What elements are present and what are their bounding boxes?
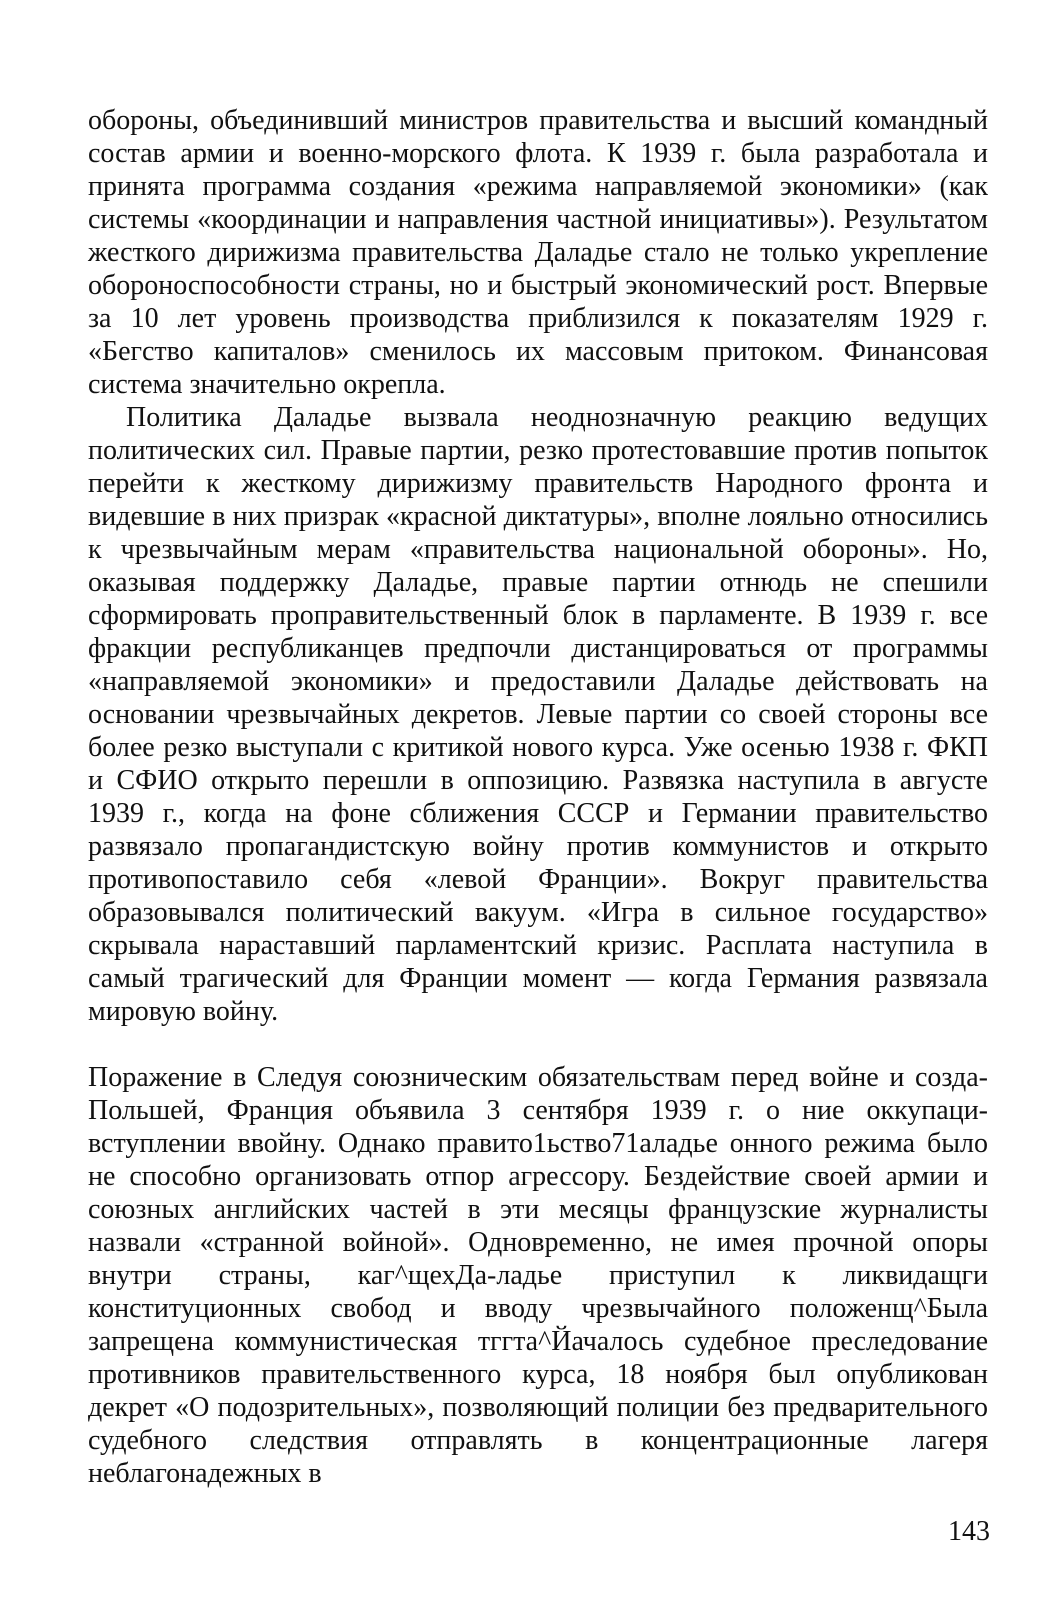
paragraph-1: обороны, объединивший министров правительства и высший командный состав армии и военно-морского флота. К 1939 г. была разработала и принята программа создания «режима направляемой экономики» (как системы «координации и направления частной инициативы»). Результатом жесткого дирижизма правительства Даладье стало не только укрепление обороноспособности страны, но и быстрый экономический рост. Впервые за 10 лет уровень производства приблизился к показателям 1929 г. «Бегство капиталов» сменилось их массовым притоком. Финансовая система значительно окрепла. [88, 105, 988, 400]
page-body [88, 104, 988, 1490]
paragraph-2: Политика Даладье вызвала неоднозначную реакцию ведущих политических сил. Правые партии, резко протестовавшие против попыток перейти к жесткому дирижизму правительств Народного фронта и видевшие в них призрак «красной диктатуры», вполне лояльно относились к чрезвычайным мерам «правительства национальной обороны». Но, оказывая поддержку Даладье, правые партии отнюдь не спешили сформировать проправительственный блок в парламенте. В 1939 г. все фракции республиканцев предпочли дистанцироваться от программы «направляемой экономики» и предоставили Даладье действовать на основании чрезвычайных декретов. Левые партии со своей стороны все более резко выступали с критикой нового курса. Уже осенью 1938 г. ФКП и СФИО открыто перешли в оппозицию. Развязка наступила в августе 1939 г., когда на фоне сближения СССР и Германии правительство развязало пропагандистскую войну против коммунистов и открыто противопоставило себя «левой Франции». Вокруг правительства образовывался политический вакуум. «Игра в сильное государство» скрывала нараставший парламентский кризис. Расплата наступила в самый трагический для Франции момент — когда Германия развязала мировую войну. [88, 402, 988, 1027]
page-number: 143 [948, 1516, 990, 1547]
paragraph-3: Поражение в Следуя союзническим обязательствам перед войне и созда-Польшей, Франция объявила 3 сентября 1939 г. о ние оккупаци- вступлении ввойну. Однако правито1ьство71аладье онного режима было не способно организовать отпор агрессору. Бездействие своей армии и союзных английских частей в эти месяцы французские журналисты назвали «странной войной». Одновременно, не имея прочной опоры внутри страны, каг^щехДа-ладье приступил к ликвидащги конституционных свобод и вводу чрезвычайного положенщ^Была запрещена коммунистическая тггта^Йачалось судебное преследование противников правительственного курса, 18 ноября был опубликован декрет «О подозрительных», позволяющий полиции без предварительного судебного следствия отправлять в концентрационные лагеря неблагонадежных в [88, 1062, 988, 1489]
paragraph-gap [88, 1028, 988, 1061]
